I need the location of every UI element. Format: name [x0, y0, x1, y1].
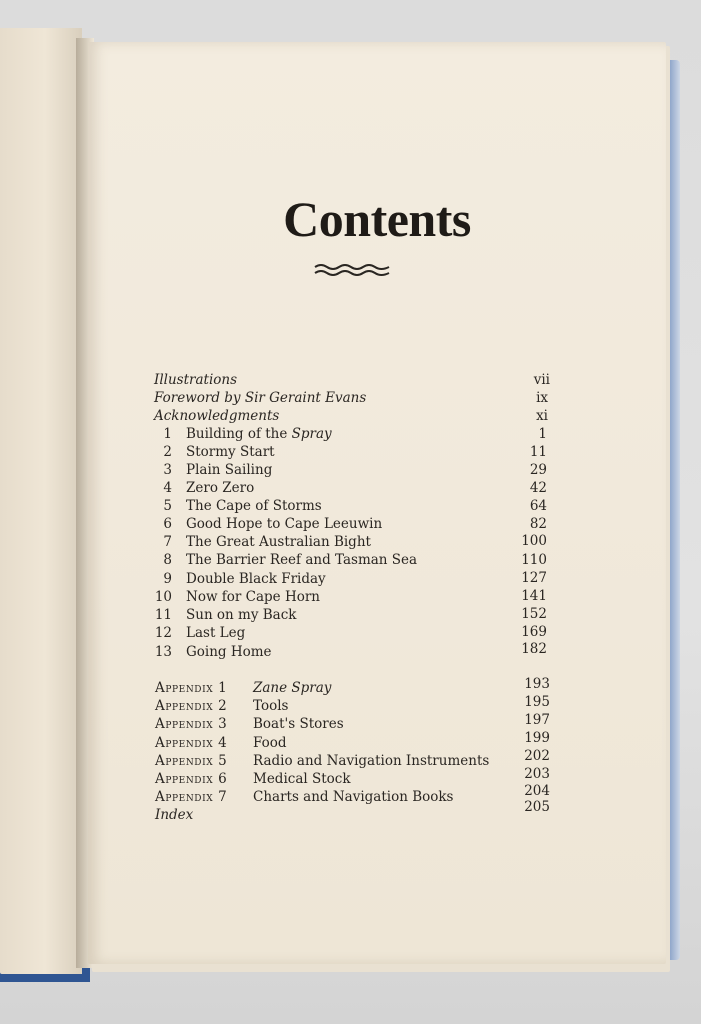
- chapter-title: [186, 570, 326, 588]
- toc-page-number: 152: [521, 606, 547, 622]
- chapter-number: 3: [163, 462, 172, 478]
- chapter-number: 8: [163, 552, 172, 568]
- chapter-title-text: Good Hope to Cape Leeuwin: [186, 516, 383, 532]
- appendix-number: Appendix 5: [155, 753, 228, 769]
- chapter-title: [186, 588, 320, 606]
- toc-entry-label: Illustrations: [154, 372, 238, 388]
- toc-page-number: 203: [524, 766, 550, 782]
- chapter-title: [186, 497, 322, 515]
- appendix-title: Radio and Navigation Instruments: [253, 753, 490, 769]
- toc-page-number: 195: [524, 694, 550, 710]
- appendix-number: Appendix 6: [155, 771, 228, 787]
- chapter-title: [186, 425, 332, 443]
- chapter-number: 13: [154, 644, 172, 660]
- chapter-number: 11: [154, 607, 172, 623]
- chapter-title: [186, 479, 254, 497]
- chapter-title-text: Now for Cape Horn: [186, 589, 321, 605]
- chapter-number: 7: [163, 534, 172, 550]
- appendix-title: Boat's Stores: [253, 716, 344, 732]
- chapter-number: 2: [163, 444, 172, 460]
- chapter-title: [186, 624, 245, 642]
- appendix-number: Appendix 1: [155, 680, 228, 696]
- chapter-title-text: Stormy Start: [186, 444, 275, 460]
- toc-page-number: 169: [521, 624, 547, 640]
- toc-page-number: 29: [529, 462, 547, 478]
- chapter-number: 4: [163, 480, 172, 496]
- appendix-title: Charts and Navigation Books: [253, 789, 454, 805]
- chapter-title: [186, 606, 296, 624]
- chapter-title-text: The Great Australian Bight: [186, 534, 371, 550]
- chapter-title-text: Last Leg: [186, 625, 246, 641]
- toc-page-number: 202: [524, 748, 550, 764]
- chapter-title-italic-text: Spray: [291, 426, 332, 442]
- page-title: Contents: [283, 191, 471, 247]
- chapter-number: 9: [163, 571, 172, 587]
- appendix-title: Zane Spray: [253, 680, 332, 696]
- chapter-number: 5: [163, 498, 172, 514]
- toc-page-number: vii: [533, 372, 550, 388]
- chapter-title: [186, 461, 272, 479]
- toc-page-number: 199: [524, 730, 550, 746]
- chapter-title-text: Going Home: [186, 644, 272, 660]
- appendix-title: Food: [253, 735, 287, 751]
- toc-page-number: 127: [521, 570, 547, 586]
- chapter-title: [186, 443, 275, 461]
- chapter-number: 12: [154, 625, 172, 641]
- appendix-title: Tools: [253, 698, 289, 714]
- toc-page-number: xi: [536, 408, 548, 424]
- toc-page-number: 100: [521, 533, 547, 549]
- chapter-title: [186, 533, 371, 551]
- toc-page-number: 64: [529, 498, 547, 514]
- chapter-title-text: The Cape of Storms: [186, 498, 322, 514]
- toc-page-number: 110: [521, 552, 547, 568]
- appendix-number: Appendix 7: [155, 789, 228, 805]
- chapter-title-text: Zero Zero: [186, 480, 255, 496]
- toc-page-number: 1: [538, 426, 547, 442]
- chapter-title-text: The Barrier Reef and Tasman Sea: [186, 552, 418, 568]
- chapter-title: [186, 551, 417, 569]
- appendix-title: Medical Stock: [253, 771, 351, 787]
- chapter-title-text: Double Black Friday: [186, 571, 326, 587]
- toc-page-number: ix: [536, 390, 548, 406]
- chapter-title-text: Plain Sailing: [186, 462, 273, 478]
- chapter-title: [186, 643, 272, 661]
- toc-entry-label: Foreword by Sir Geraint Evans: [154, 390, 367, 406]
- toc-page-number: 205: [524, 799, 550, 815]
- appendix-number: Appendix 4: [155, 735, 228, 751]
- toc-page-number: 193: [524, 676, 550, 692]
- chapter-number: 6: [163, 516, 172, 532]
- toc-page-number: 204: [524, 783, 550, 799]
- toc-page-number: 82: [529, 516, 547, 532]
- appendix-number: Appendix 3: [155, 716, 228, 732]
- toc-entry-label: Index: [155, 807, 194, 823]
- chapter-title-text: Building of the: [186, 426, 292, 442]
- toc-page-number: 182: [521, 641, 547, 657]
- appendix-number: Appendix 2: [155, 698, 228, 714]
- chapter-title-text: Sun on my Back: [186, 607, 297, 623]
- toc-page-number: 42: [529, 480, 547, 496]
- toc-page-number: 11: [529, 444, 547, 460]
- toc-page-number: 197: [524, 712, 550, 728]
- toc-entry-label: Acknowledgments: [154, 408, 280, 424]
- chapter-number: 10: [154, 589, 172, 605]
- toc-page-number: 141: [521, 588, 547, 604]
- chapter-title: [186, 515, 382, 533]
- chapter-number: 1: [163, 426, 172, 442]
